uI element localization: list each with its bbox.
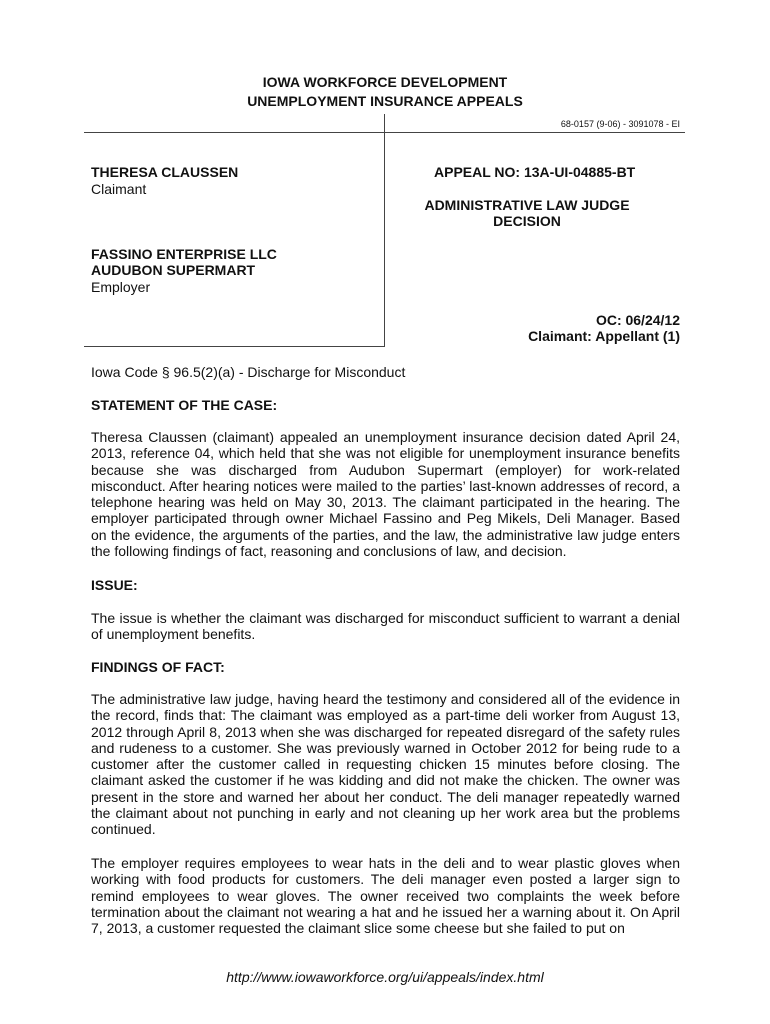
claimant-status: Claimant: Appellant (1) (528, 328, 680, 344)
statement-heading: STATEMENT OF THE CASE: (91, 397, 278, 413)
statement-paragraph: Theresa Claussen (claimant) appealed an unemployment insurance decision dated April 24, 2013, reference 04, which held that she was not eligible for unemployment insurance benefits because she was discharged from Audubon Supermart (employer) for work-related misconduct. After hearing notices were mailed to the parties’ last-known addresses of record, a telephone hearing was held on May 30, 2013. The claimant participated in the hearing. The employer participated through owner Michael Fassino and Peg Mikels, Deli Manager. Based on the evidence, the arguments of the parties, and the law, the administrative law judge enters the following findings of fact, reasoning and conclusions of law, and decision. (91, 429, 680, 560)
decision-title-2: DECISION (493, 213, 561, 229)
agency-title: IOWA WORKFORCE DEVELOPMENT (262, 74, 508, 90)
caption-divider (384, 114, 385, 347)
findings-paragraph-1: The administrative law judge, having heard the testimony and considered all of the evidence in the record, finds that: The claimant was employed as a part-time deli worker from August 13, 2012 through April 8, 2013 when she was discharged for repeated disregard of the safety rules and rudeness to a customer. She was previously warned in October 2012 for being rude to a customer after the customer called in requesting chicken 15 minutes before closing. The claimant asked the customer if he was kidding and did not make the chicken. The owner was present in the store and warned her about her conduct. The deli manager repeatedly warned the claimant about not punching in early and not cleaning up her work area but the problems continued. (91, 691, 680, 838)
claimant-role: Claimant (91, 181, 147, 197)
findings-paragraph-2: The employer requires employees to wear hats in the deli and to wear plastic gloves when working with food products for customers. The deli manager even posted a larger sign to remind employees to wear gloves. The owner received two complaints the week before termination about the claimant not wearing a hat and he issued her a warning about it. On April 7, 2013, a customer requested the claimant slice some cheese but she failed to put on (91, 855, 680, 937)
oc-date: OC: 06/24/12 (595, 312, 680, 328)
employer-name-2: AUDUBON SUPERMART (91, 262, 256, 278)
appeal-number: APPEAL NO: 13A-UI-04885-BT (434, 164, 636, 180)
issue-heading: ISSUE: (91, 577, 138, 593)
issue-paragraph: The issue is whether the claimant was discharged for misconduct sufficient to warrant a denial of unemployment benefits. (91, 610, 680, 643)
footer-url[interactable]: http://www.iowaworkforce.org/ui/appeals/index.html (226, 969, 544, 985)
form-number: 68-0157 (9-06) - 3091078 - EI (560, 119, 680, 129)
division-title: UNEMPLOYMENT INSURANCE APPEALS (247, 93, 523, 109)
decision-title-1: ADMINISTRATIVE LAW JUDGE (424, 197, 630, 213)
findings-heading: FINDINGS OF FACT: (91, 659, 225, 675)
caption-bottom-divider (84, 346, 384, 347)
claimant-name: THERESA CLAUSSEN (91, 164, 239, 180)
employer-role: Employer (91, 279, 151, 295)
employer-name-1: FASSINO ENTERPRISE LLC (91, 246, 277, 262)
code-reference: Iowa Code § 96.5(2)(a) - Discharge for Misconduct (91, 364, 406, 380)
